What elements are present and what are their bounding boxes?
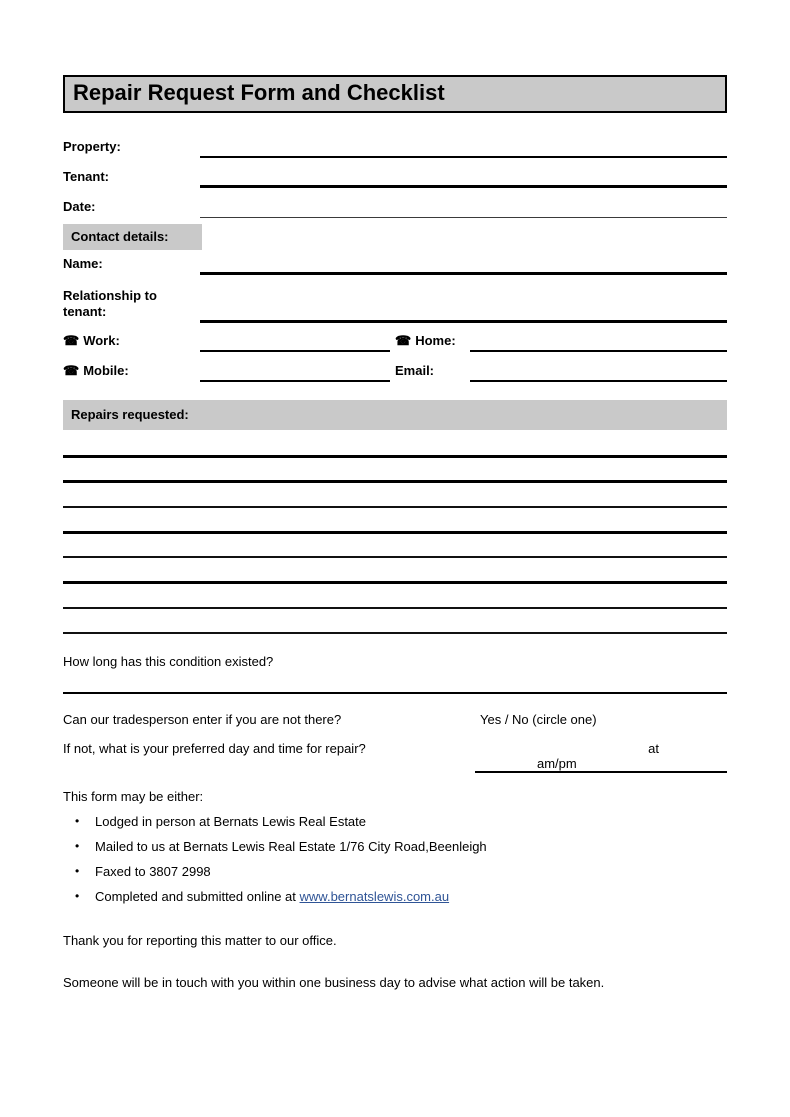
contact-details-header bbox=[63, 224, 202, 250]
relationship-input-line[interactable] bbox=[200, 320, 727, 323]
mobile-email-row bbox=[63, 352, 727, 382]
date-input-line[interactable] bbox=[200, 217, 727, 218]
list-item bbox=[63, 889, 727, 904]
condition-duration-line[interactable] bbox=[63, 692, 727, 694]
bullet-icon: • bbox=[75, 889, 80, 903]
repairs-writing-line[interactable] bbox=[63, 531, 727, 534]
relationship-field-row bbox=[63, 275, 727, 323]
repairs-writing-line[interactable] bbox=[63, 607, 727, 609]
form-title-bar bbox=[63, 75, 727, 113]
bullet-icon: • bbox=[75, 864, 80, 878]
repairs-writing-line[interactable] bbox=[63, 581, 727, 584]
home-phone-line[interactable] bbox=[470, 350, 727, 352]
bullet-text bbox=[95, 889, 727, 904]
repairs-writing-line[interactable] bbox=[63, 632, 727, 634]
condition-duration-question: How long has this condition existed? bbox=[63, 654, 274, 669]
ampm-label: am/pm bbox=[537, 756, 577, 771]
bullet-icon: • bbox=[75, 839, 80, 853]
at-label: at bbox=[648, 741, 659, 756]
tenant-field-row bbox=[63, 158, 727, 188]
repairs-writing-line[interactable] bbox=[63, 480, 727, 483]
repairs-writing-line[interactable] bbox=[63, 506, 727, 508]
tradesperson-enter-question: Can our tradesperson enter if you are not there? bbox=[63, 712, 342, 727]
bullet-text: Mailed to us at Bernats Lewis Real Estate 1/76 City Road,Beenleigh bbox=[95, 839, 487, 854]
repairs-requested-label: Repairs requested: bbox=[71, 407, 189, 422]
work-phone-line[interactable] bbox=[200, 350, 390, 352]
name-field-row bbox=[63, 250, 727, 275]
name-input-line[interactable] bbox=[200, 272, 727, 275]
work-label: ☎ Work: bbox=[63, 333, 120, 348]
tenant-input-line[interactable] bbox=[200, 185, 727, 188]
repairs-writing-line[interactable] bbox=[63, 556, 727, 558]
date-label: Date: bbox=[63, 199, 96, 214]
bullet-text: Faxed to 3807 2998 bbox=[95, 864, 211, 879]
mobile-label: ☎ Mobile: bbox=[63, 363, 129, 378]
work-home-phone-row bbox=[63, 323, 727, 352]
phone-icon: ☎ bbox=[395, 333, 412, 348]
preferred-time-question: If not, what is your preferred day and time for repair? bbox=[63, 741, 366, 756]
bullet-text: Lodged in person at Bernats Lewis Real Estate bbox=[95, 814, 367, 829]
ampm-input-line[interactable] bbox=[475, 756, 727, 773]
property-label: Property: bbox=[63, 139, 121, 154]
relationship-label: Relationship to tenant: bbox=[63, 288, 157, 319]
repairs-writing-line[interactable] bbox=[63, 455, 727, 458]
list-item bbox=[63, 864, 727, 879]
bullet-icon: • bbox=[75, 814, 80, 828]
phone-icon: ☎ bbox=[63, 333, 80, 348]
yes-no-circle-option[interactable]: Yes / No (circle one) bbox=[480, 712, 597, 727]
list-item bbox=[63, 814, 727, 829]
repairs-requested-header bbox=[63, 400, 727, 430]
list-item bbox=[63, 839, 727, 854]
bullet-text-prefix: Completed and submitted online at bbox=[95, 889, 300, 904]
contact-details-label: Contact details: bbox=[71, 229, 169, 244]
date-field-row bbox=[63, 188, 727, 218]
followup-text: Someone will be in touch with you within one business day to advise what action will be taken. bbox=[63, 975, 605, 990]
home-label: ☎ Home: bbox=[395, 333, 456, 348]
email-input-line[interactable] bbox=[470, 380, 727, 382]
preferred-time-row bbox=[63, 741, 727, 756]
website-link[interactable]: www.bernatslewis.com.au bbox=[299, 889, 450, 904]
submission-intro: This form may be either: bbox=[63, 789, 204, 804]
email-label: Email: bbox=[395, 363, 435, 378]
thank-you-text: Thank you for reporting this matter to our office. bbox=[63, 933, 337, 948]
tenant-label: Tenant: bbox=[63, 169, 109, 184]
property-field-row bbox=[63, 128, 727, 158]
property-input-line[interactable] bbox=[200, 156, 727, 158]
form-title: Repair Request Form and Checklist bbox=[73, 80, 445, 105]
name-label: Name: bbox=[63, 256, 103, 271]
mobile-phone-line[interactable] bbox=[200, 380, 390, 382]
phone-icon: ☎ bbox=[63, 363, 80, 378]
repairs-writing-area bbox=[63, 455, 727, 634]
tradesperson-enter-row bbox=[63, 712, 727, 727]
